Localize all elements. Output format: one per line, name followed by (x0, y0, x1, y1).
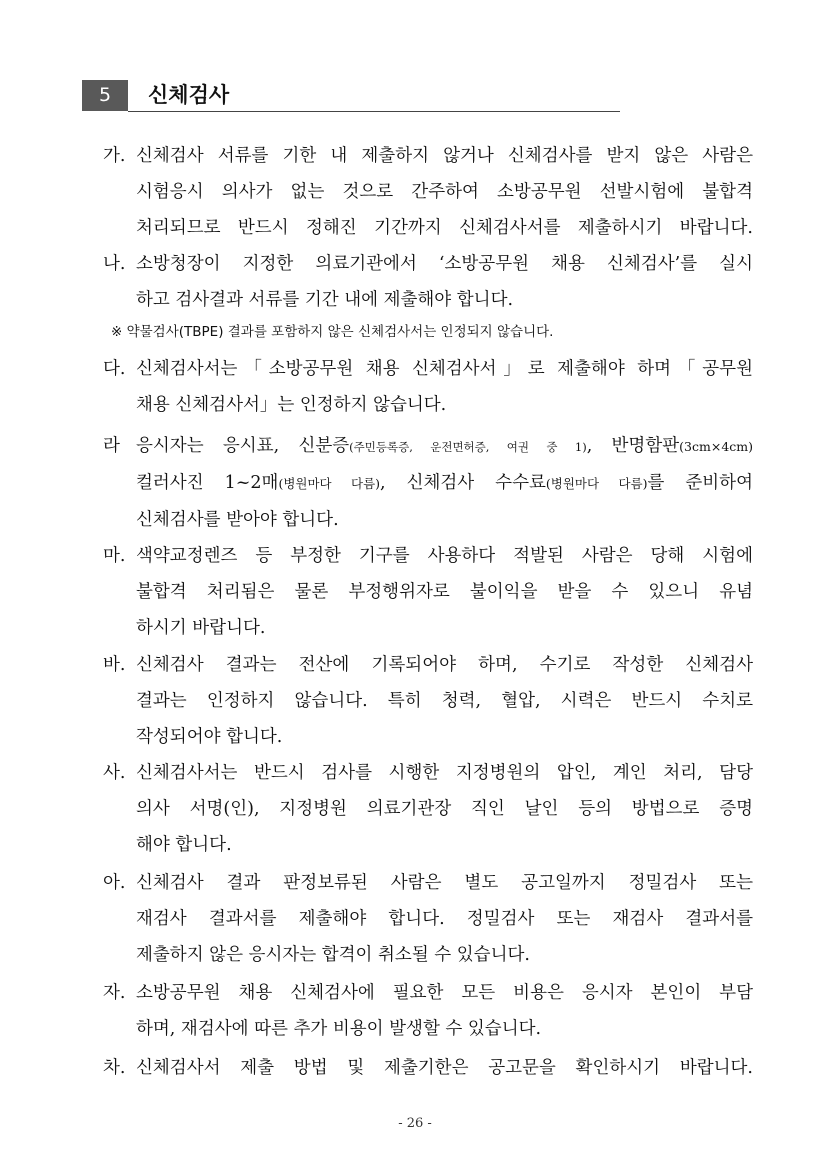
item-small-text: (주민등록증, 운전면허증, 여권 중 1) (349, 440, 587, 454)
item-marker: 나. (103, 254, 126, 274)
item-ga (103, 138, 753, 246)
item-cha (103, 1050, 753, 1086)
item-line (103, 755, 753, 791)
item-line (103, 975, 753, 1011)
item-text: 신체검사서 제출 방법 및 제출기한은 공고문을 확인하시기 바랍니다. (136, 1058, 753, 1078)
item-line: 재검사 결과서를 제출해야 합니다. 정밀검사 또는 재검사 결과서를 (136, 909, 753, 929)
item-line: 채용 신체검사서」는 인정하지 않습니다. (136, 395, 447, 415)
item-a (103, 865, 753, 973)
section-title: 신체검사 (148, 83, 230, 107)
item-line: 의사 서명(인), 지정병원 의료기관장 직인 날인 등의 방법으로 증명 (136, 799, 753, 819)
item-line: 하시기 바랍니다. (136, 618, 266, 638)
item-line (103, 246, 753, 282)
item-line (103, 865, 753, 901)
item-marker: 자. (103, 983, 126, 1003)
item-small-text: (병원마다 다름) (278, 476, 381, 491)
item-marker: 바. (103, 655, 126, 675)
item-ba (103, 647, 753, 755)
item-small-text: (병원마다 다름) (545, 476, 648, 491)
item-line: 해야 합니다. (136, 835, 232, 855)
item-line: 제출하지 않은 응시자는 합격이 취소될 수 있습니다. (136, 945, 530, 965)
item-line: 불합격 처리됨은 물론 부정행위자로 불이익을 받을 수 있으니 유념 (136, 582, 753, 602)
item-text: , 신체검사 수수료 (380, 473, 546, 493)
page-number: - 26 - (398, 1116, 432, 1131)
item-da (103, 351, 753, 423)
item-line (103, 647, 753, 683)
item-marker: 아. (103, 873, 126, 893)
item-line (103, 351, 753, 387)
item-text: 를 준비하여 (647, 473, 753, 493)
item-marker: 라 (103, 436, 120, 456)
item-ja (103, 975, 753, 1047)
item-line: 하고 검사결과 서류를 기간 내에 제출해야 합니다. (136, 290, 514, 310)
item-line: 신체검사를 받아야 합니다. (136, 510, 339, 530)
item-text: 응시자는 응시표, 신분증 (136, 436, 350, 456)
item-sa (103, 755, 753, 863)
item-line (103, 465, 753, 502)
item-ra (103, 428, 753, 538)
item-line: 작성되어야 합니다. (136, 727, 283, 747)
item-marker: 마. (103, 546, 126, 566)
item-ma (103, 538, 753, 646)
item-text: 신체검사 결과는 전산에 기록되어야 하며, 수기로 작성한 신체검사 (136, 655, 753, 675)
item-line: 결과는 인정하지 않습니다. 특히 청력, 혈압, 시력은 반드시 수치로 (136, 691, 753, 711)
item-marker: 차. (103, 1058, 126, 1078)
section-number-badge: 5 (82, 80, 128, 111)
item-text: , 반명함판 (586, 436, 680, 456)
item-marker: 다. (103, 359, 126, 379)
item-na (103, 246, 753, 318)
item-line (103, 538, 753, 574)
item-line (103, 1050, 753, 1086)
item-line: 시험응시 의사가 없는 것으로 간주하여 소방공무원 선발시험에 불합격 (136, 182, 753, 202)
item-line: 처리되므로 반드시 정해진 기간까지 신체검사서를 제출하시기 바랍니다. (136, 218, 753, 238)
note-drug-test: ※ 약물검사(TBPE) 결과를 포함하지 않은 신체검사서는 인정되지 않습니다. (111, 324, 554, 340)
item-text: 신체검사서는「소방공무원 채용 신체검사서」로 제출해야 하며「공무원 (136, 359, 753, 379)
item-text: 신체검사 결과 판정보류된 사람은 별도 공고일까지 정밀검사 또는 (136, 873, 753, 893)
section-header (82, 80, 620, 112)
item-marker: 사. (103, 763, 126, 783)
item-text: 소방공무원 채용 신체검사에 필요한 모든 비용은 응시자 본인이 부담 (136, 983, 753, 1003)
item-text: 신체검사 서류를 기한 내 제출하지 않거나 신체검사를 받지 않은 사람은 (136, 146, 753, 166)
item-line: 하며, 재검사에 따른 추가 비용이 발생할 수 있습니다. (136, 1019, 542, 1039)
item-marker: 가. (103, 146, 126, 166)
section-underline (128, 111, 620, 112)
item-line (103, 428, 753, 465)
item-small-text: (3cm×4cm) (679, 439, 753, 454)
item-text: 소방청장이 지정한 의료기관에서 ‘소방공무원 채용 신체검사’를 실시 (136, 254, 753, 274)
item-text: 색약교정렌즈 등 부정한 기구를 사용하다 적발된 사람은 당해 시험에 (136, 546, 753, 566)
item-text: 신체검사서는 반드시 검사를 시행한 지정병원의 압인, 계인 처리, 담당 (136, 763, 753, 783)
item-line (103, 138, 753, 174)
item-text: 컬러사진 1~2매 (136, 473, 279, 493)
